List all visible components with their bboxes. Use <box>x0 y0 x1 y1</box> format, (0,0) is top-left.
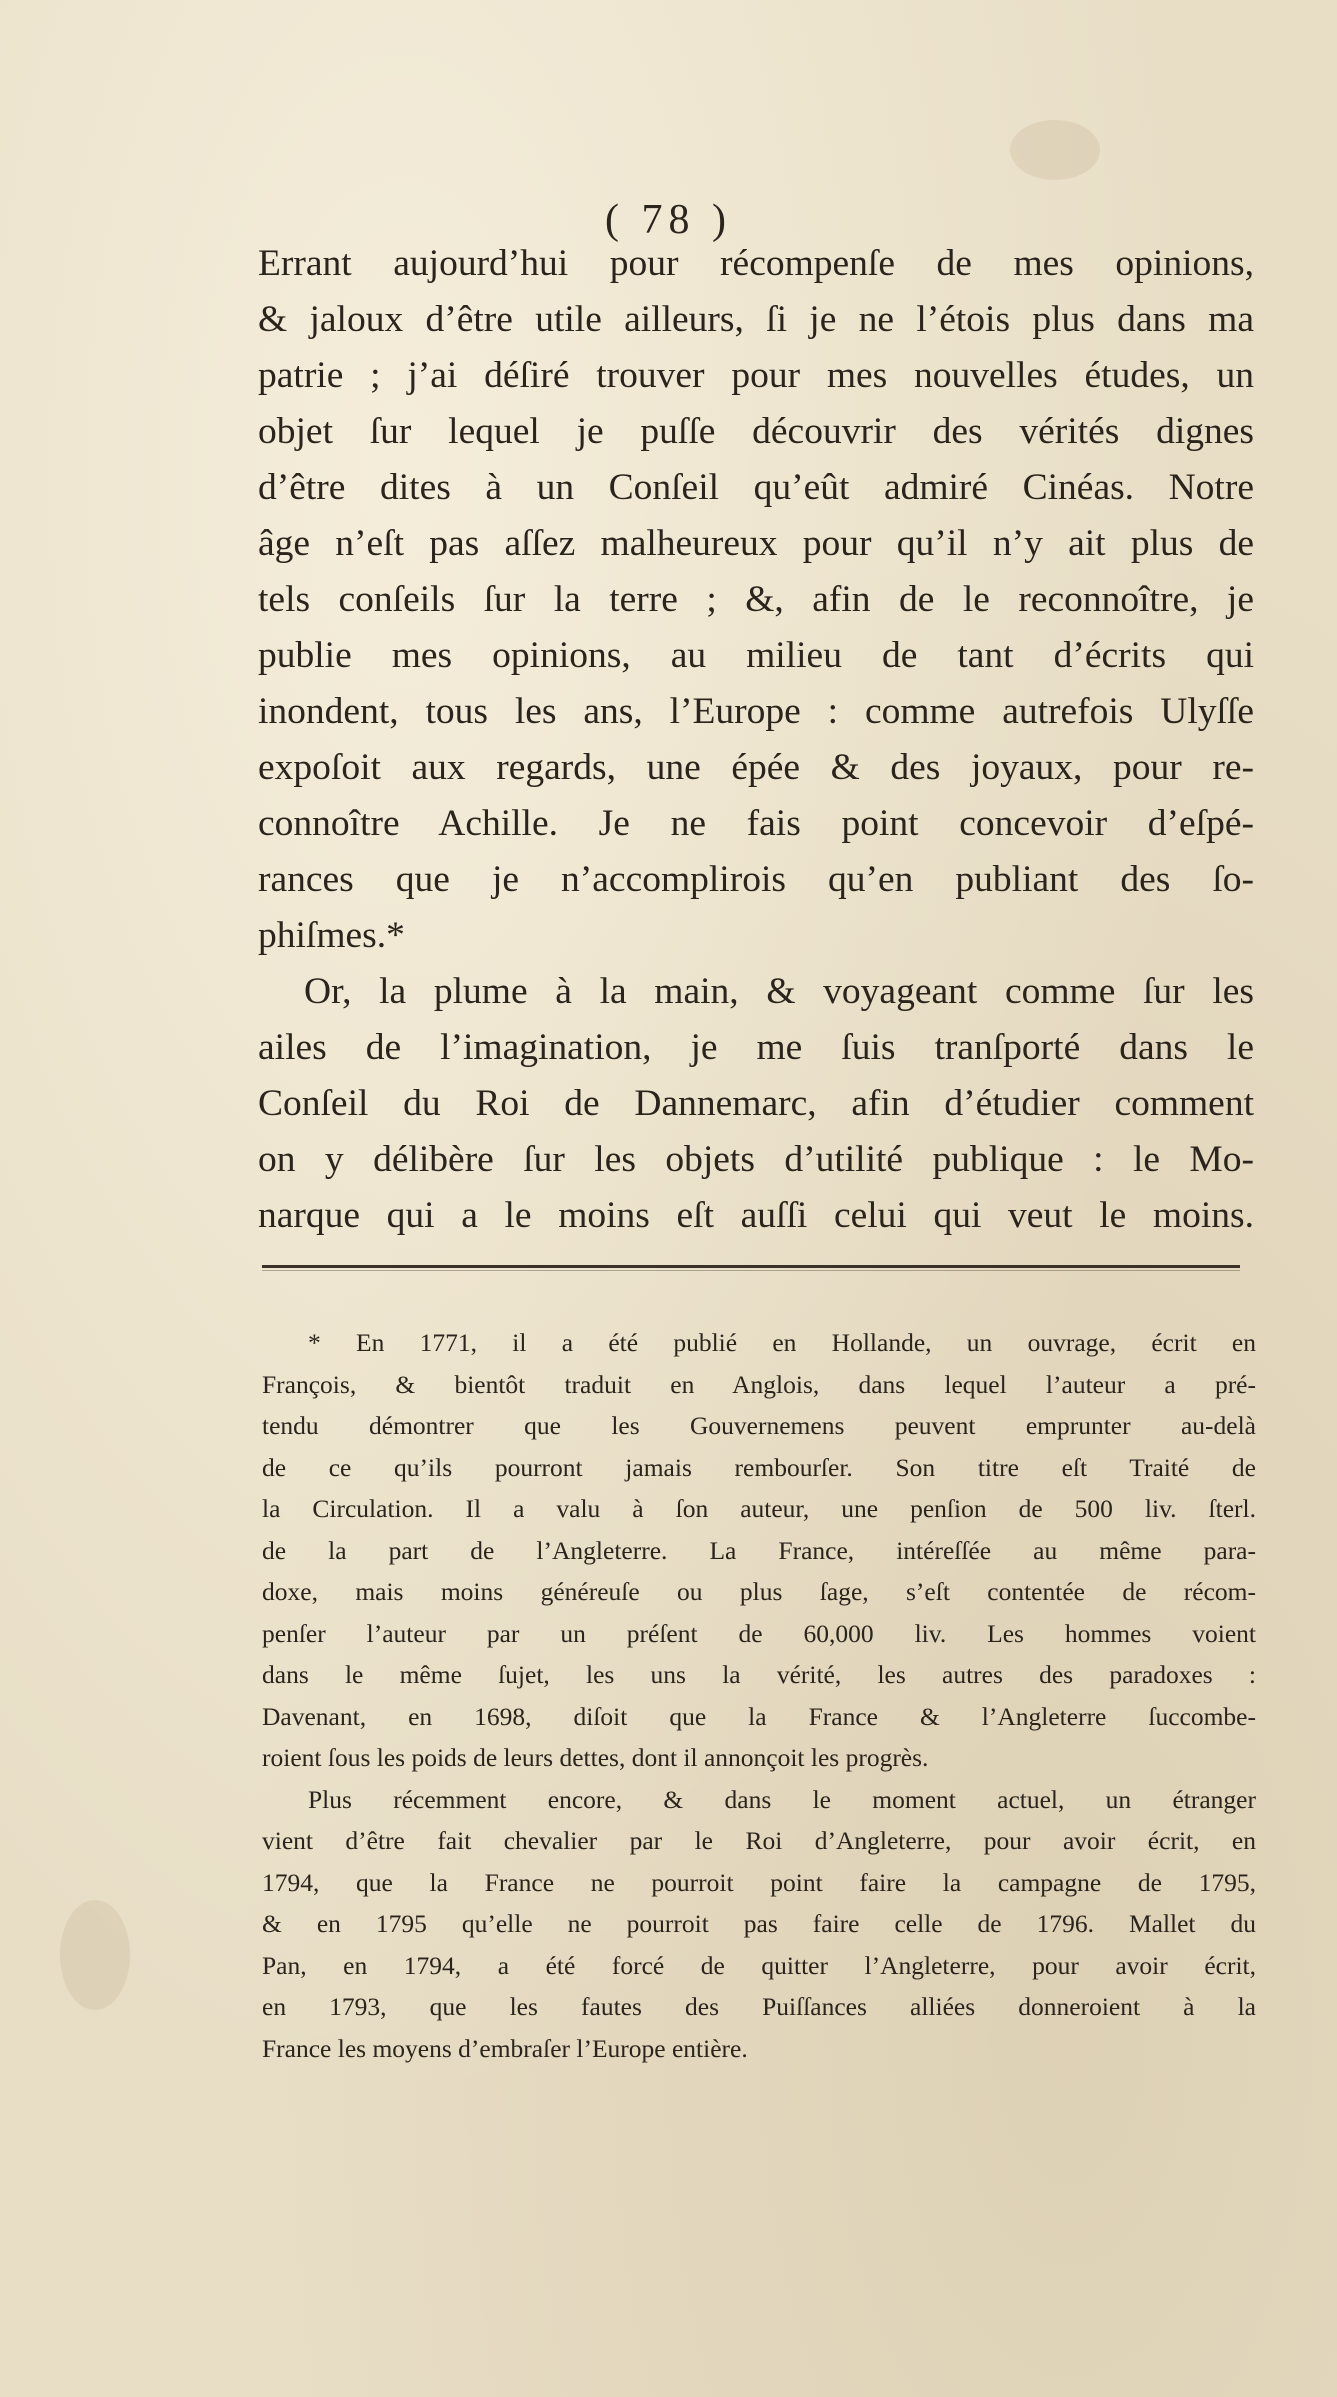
page-number: ( 78 ) <box>605 197 732 243</box>
footnote-line: France les moyens d’embraſer l’Europe entière. <box>262 2033 748 2063</box>
text-line: patrie ; j’ai déſiré trouver pour mes nouvelles études, un <box>258 355 1254 396</box>
text-line: Or, la plume à la main, & voyageant comme ſur les <box>304 971 1254 1012</box>
text-line: expoſoit aux regards, une épée & des joyaux, pour re- <box>258 747 1254 788</box>
text-line: & jaloux d’être utile ailleurs, ſi je ne l’étois plus dans ma <box>258 299 1254 340</box>
text-line: tels conſeils ſur la terre ; &, afin de le reconnoître, je <box>258 579 1254 620</box>
text-line: Errant aujourd’hui pour récompenſe de mes opinions, <box>258 243 1254 284</box>
text-line: d’être dites à un Conſeil qu’eût admiré Cinéas. Notre <box>258 467 1254 508</box>
text-line: âge n’eſt pas aſſez malheureux pour qu’il n’y ait plus de <box>258 523 1254 564</box>
footnote-line: & en 1795 qu’elle ne pourroit pas faire celle de 1796. Mallet du <box>262 1909 1256 1938</box>
text-line: narque qui a le moins eſt auſſi celui qui veut le moins. <box>258 1195 1254 1236</box>
text-line: objet ſur lequel je puſſe découvrir des vérités dignes <box>258 411 1254 452</box>
text-line: phiſmes.* <box>258 915 405 956</box>
footnote-line: Plus récemment encore, & dans le moment actuel, un étranger <box>308 1784 1256 1814</box>
footnote <box>262 1322 1256 2069</box>
text-line: ailes de l’imagination, je me ſuis tranſporté dans le <box>258 1027 1254 1068</box>
footnote-divider <box>262 1265 1240 1268</box>
text-line: publie mes opinions, au milieu de tant d’écrits qui <box>258 635 1254 676</box>
footnote-line: de ce qu’ils pourront jamais rembourſer. Son titre eſt Traité de <box>262 1452 1256 1482</box>
footnote-line: la Circulation. Il a valu à ſon auteur, une penſion de 500 liv. ſterl. <box>262 1494 1256 1523</box>
footnote-line: 1794, que la France ne pourroit point faire la campagne de 1795, <box>262 1867 1256 1897</box>
footnote-line: François, & bientôt traduit en Anglois, dans lequel l’auteur a pré- <box>262 1369 1256 1399</box>
footnote-line: roient ſous les poids de leurs dettes, dont il annonçoit les progrès. <box>262 1743 929 1772</box>
footnote-line: Pan, en 1794, a été forcé de quitter l’Angleterre, pour avoir écrit, <box>262 1950 1256 1980</box>
text-line: on y délibère ſur les objets d’utilité publique : le Mo- <box>258 1139 1254 1180</box>
footnote-line: de la part de l’Angleterre. La France, intéreſſée au même para- <box>262 1535 1256 1565</box>
text-line: inondent, tous les ans, l’Europe : comme autrefois Ulyſſe <box>258 691 1254 732</box>
text-line: Conſeil du Roi de Dannemarc, afin d’étudier comment <box>258 1083 1254 1124</box>
footnote-line: tendu démontrer que les Gouvernemens peuvent emprunter au-delà <box>262 1411 1256 1440</box>
footnote-line: dans le même ſujet, les uns la vérité, les autres des paradoxes : <box>262 1660 1256 1689</box>
text-line: rances que je n’accomplirois qu’en publiant des ſo- <box>258 859 1254 900</box>
text-line: connoître Achille. Je ne fais point concevoir d’eſpé- <box>258 803 1254 844</box>
paper-stain <box>1010 120 1100 180</box>
main-text-body <box>258 236 1254 1244</box>
footnote-line: Davenant, en 1698, diſoit que la France & l’Angleterre ſuccombe- <box>262 1701 1256 1731</box>
footnote-line: doxe, mais moins généreuſe ou plus ſage, s’eſt contentée de récom- <box>262 1577 1256 1606</box>
footnote-line: en 1793, que les fautes des Puiſſances alliées donneroient à la <box>262 1992 1256 2021</box>
footnote-line: vient d’être fait chevalier par le Roi d’Angleterre, pour avoir écrit, en <box>262 1826 1256 1855</box>
paper-stain <box>60 1900 130 2010</box>
footnote-line: * En 1771, il a été publié en Hollande, un ouvrage, écrit en <box>308 1328 1256 1357</box>
footnote-divider-shadow <box>262 1270 1240 1271</box>
footnote-line: penſer l’auteur par un préſent de 60,000 liv. Les hommes voient <box>262 1618 1256 1648</box>
